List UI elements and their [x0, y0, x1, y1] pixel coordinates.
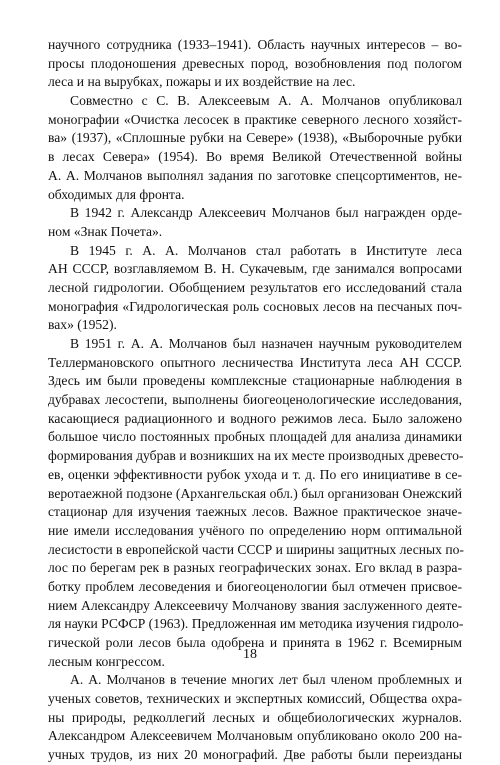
text-line: А. А. Молчанов выполнял задания по заготовке спецсортиментов, не-	[48, 167, 462, 183]
text-line: В 1945 г. А. А. Молчанов стал работать в Институте леса	[70, 242, 462, 258]
text-line: монографии «Очистка лесосек в практике северного лесного хозяйст-	[48, 111, 462, 127]
paragraph-tellerman-1951	[48, 335, 462, 671]
text-line: монография «Гидрологическая роль сосновых лесов на песчаных поч-	[48, 298, 462, 314]
text-line: Александром Алексеевичем Молчановым опубликовано около 200 на-	[48, 728, 462, 744]
text-line: лесной гидрологии. Обобщением результатов его исследований стала	[48, 279, 462, 295]
text-line: А. А. Молчанов в течение многих лет был членом проблемных и	[70, 672, 462, 688]
paragraph-research-interests	[48, 36, 462, 92]
text-line: формирования дубрав и возникших на их месте производных древесто-	[48, 448, 464, 464]
text-line: ботку проблем лесоведения и биогеоценологии был отмечен присвое-	[48, 578, 462, 594]
text-line: Теллермановского опытного лесничества Института леса АН СССР.	[48, 354, 462, 370]
text-line: лесистости в европейской части СССР и ширины защитных лесных по-	[48, 541, 464, 557]
text-line: Здесь им были проведены комплексные стационарные наблюдения в	[48, 373, 462, 389]
text-line: ны природы, редколлегий лесных и общебиологических журналов.	[48, 709, 462, 725]
text-line: научного сотрудника (1933–1941). Область научных интересов – во-	[48, 37, 462, 52]
text-line: ля науки РСФСР (1963). Предложенная им методика изучения гидроло-	[48, 616, 464, 632]
text-line: в лесах Севера» (1954). Во время Великой Отечественной войны	[48, 149, 462, 165]
text-line: В 1942 г. Александр Алексеевич Молчанов был награжден орде-	[70, 205, 462, 221]
text-line: леса и на вырубках, пожары и их воздействие на лес.	[48, 74, 356, 90]
text-line: учных трудов, из них 20 монографий. Две работы были переизданы	[48, 747, 462, 763]
text-line: Совместно с С. В. Алексеевым А. А. Молчанов опубликовал	[70, 93, 462, 109]
page-number: 18	[243, 647, 257, 662]
text-line: ученых советов, технических и экспертных комиссий, Общества охра-	[48, 691, 462, 707]
text-line: лос по берегам рек в разных географических зонах. Его вклад в разра-	[48, 560, 462, 576]
text-line: ном «Знак Почета».	[48, 223, 163, 239]
text-line: нием Александру Алексеевичу Молчанову звания заслуженного деяте-	[48, 597, 462, 613]
text-line: АН СССР, возглавляемом В. Н. Сукачевым, где занимался вопросами	[48, 261, 462, 277]
text-line: ев, оценки эффективности рубок ухода и т. д. По его инициативе в се-	[48, 466, 462, 482]
paragraph-monographs	[48, 92, 462, 204]
text-line: веротаежной подзоне (Архангельская обл.) был организован Онежский	[48, 485, 462, 501]
text-line: большое число постоянных пробных площадей для анализа динамики	[48, 429, 462, 445]
text-line: дубравах лесостепи, выполнены биогеоценологические исследования,	[48, 392, 462, 408]
paragraph-memberships	[48, 671, 462, 764]
text-line: гической роли лесов была одобрена и принята в 1962 г. Всемирным	[48, 635, 462, 650]
text-line: ние имели исследования учёного по определению норм оптимальной	[48, 522, 462, 538]
paragraph-institute-1945	[48, 242, 462, 335]
text-line: стационар для изучения таежных лесов. Важное практическое значе-	[48, 504, 462, 520]
text-line: В 1951 г. А. А. Молчанов был назначен научным руководителем	[70, 336, 462, 351]
text-line: ва» (1937), «Сплошные рубки на Севере» (1938), «Выборочные рубки	[48, 130, 462, 146]
text-line: вах» (1952).	[48, 317, 117, 333]
text-line: лесным конгрессом.	[48, 653, 165, 669]
text-line: просы плодоношения древесных пород, возобновления под пологом	[48, 55, 462, 71]
text-line: обходимых для фронта.	[48, 186, 185, 202]
text-line: касающиеся радиационного и водного режимов леса. Было заложено	[48, 410, 462, 426]
paragraph-award-1942	[48, 204, 462, 241]
